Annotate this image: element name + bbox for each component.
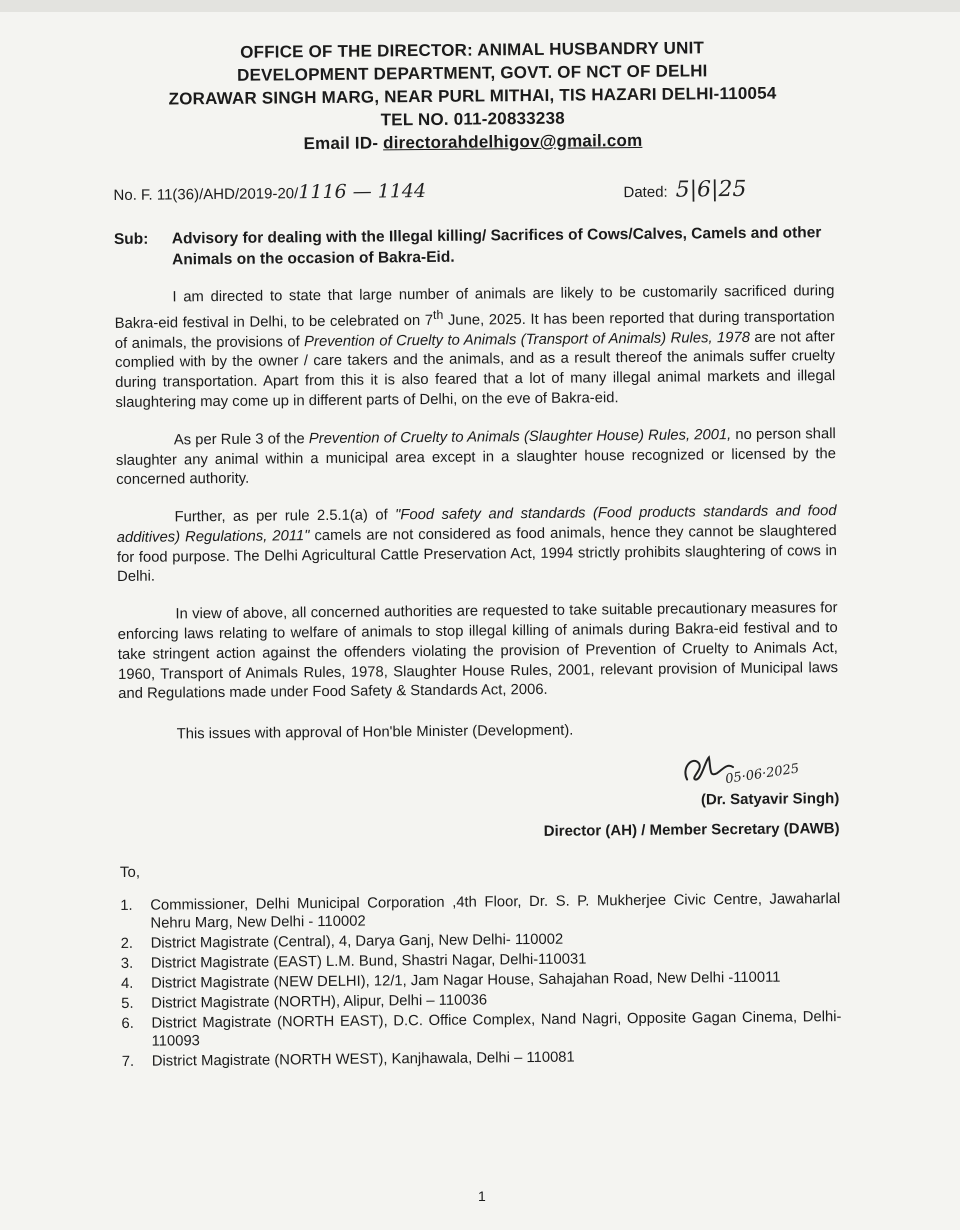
subject-line [114, 222, 834, 271]
scan-top-edge [0, 0, 960, 12]
list-item-number: 4. [120, 976, 134, 993]
letterhead-office: OFFICE OF THE DIRECTOR: ANIMAL HUSBANDRY UNIT [240, 38, 705, 62]
paragraph-3 [116, 502, 837, 588]
p1-text-b: June, 2025. It has been reported that during transportation of animals, the provisions of [114, 308, 835, 352]
p2-text-b: no person shall slaughter any animal within a municipal area except in a slaughter house recognized or licensed by the concerned authority. [115, 425, 837, 489]
p3-italic: "Food safety and standards (Food products standards and food additives) Regulations, 2011" [116, 503, 837, 546]
signature-block [119, 744, 840, 827]
list-item-text: District Magistrate (NORTH EAST), D.C. Office Complex, Nand Nagri, Opposite Gagan Cinema, Delhi-110093 [151, 1009, 842, 1050]
list-item-number: 5. [121, 996, 134, 1013]
letterhead-phone: TEL NO. 011-20833238 [380, 108, 565, 130]
paragraph-4: In view of above, all concerned authorities are requested to take suitable precautionary measures for enforcing laws relating to welfare of animals to stop illegal killing of animals during Bakra-eid festival and to take stringent action against the offenders violating the provision of Prevention of Cruelty to Animals Act, 1960, Transport of Animals Rules, 1978, Slaughter House Rules, 2001, relevant provision of Municipal laws and Regulations made under Food Safety & Standards Act, 2006. [117, 600, 839, 703]
approval-note: This issues with approval of Hon'ble Minister (Development). [176, 722, 574, 743]
paragraph-1 [114, 282, 835, 414]
file-number-handwritten: 1116 — 1144 [298, 179, 427, 204]
file-number [113, 180, 426, 205]
email-label: Email ID- [303, 133, 379, 154]
letterhead-department: DEVELOPMENT DEPARTMENT, GOVT. OF NCT OF DELHI [236, 61, 708, 85]
signatory-designation: Director (AH) / Member Secretary (DAWB) [543, 820, 840, 841]
signature-date: 05·06·2025 [724, 761, 801, 788]
list-item-text: Commissioner, Delhi Municipal Corporation ,4th Floor, Dr. S. P. Mukherjee Civic Centre, Jawaharlal Nehru Marg, New Delhi - 110002 [150, 891, 841, 932]
p1-text-a: I am directed to state that large number of animals are likely to be customarily sacrificed during Bakra-eid festival in Delhi, to be celebrated on 7 [114, 283, 835, 332]
dated [623, 177, 746, 203]
list-item-text: District Magistrate (NORTH), Alipur, Delhi – 110036 [151, 992, 488, 1012]
list-item-text: District Magistrate (Central), 4, Darya Ganj, New Delhi- 110002 [150, 931, 564, 952]
p1-text-c: are not after complied with by the owner / care takers and the animals, and as a result thereof the animals suffer cruelty during transportation. Apart from this it is also feared that a lot of many illegal animal markets and illegal slaughtering may come up in different parts of Delhi, on the eve of Bakra-eid. [115, 328, 836, 411]
p2-italic: Prevention of Cruelty to Animals (Slaughter House) Rules, 2001, [308, 426, 732, 447]
reference-line [113, 166, 833, 207]
list-item-number: 1. [120, 898, 133, 915]
to-label: To, [119, 864, 141, 882]
list-item-number: 2. [120, 936, 134, 953]
p3-text-a: Further, as per rule 2.5.1(a) of [174, 507, 396, 526]
email-link[interactable]: directorahdelhigov@gmail.com [382, 130, 643, 153]
page-number: 1 [478, 1188, 486, 1204]
list-item [121, 1008, 841, 1051]
p3-text-b: camels are not considered as food animals, hence they cannot be slaughtered for food purpose. The Delhi Agricultural Cattle Preservation Act, 1994 strictly prohibits slaughtering of cows in Delhi. [116, 522, 837, 586]
letterhead [112, 35, 833, 157]
letter-page [112, 35, 842, 1073]
p1-superscript: th [432, 307, 444, 322]
list-item-number: 3. [120, 956, 134, 973]
letterhead-address: ZORAWAR SINGH MARG, NEAR PURL MITHAI, TIS HAZARI DELHI-110054 [168, 83, 777, 109]
list-item-number: 6. [121, 1016, 134, 1033]
list-item-number: 7. [121, 1054, 135, 1071]
paragraph-2 [116, 425, 837, 491]
recipient-list [120, 890, 842, 1071]
subject-label: Sub: [113, 230, 149, 248]
dated-label: Dated: [623, 183, 668, 202]
list-item-text: District Magistrate (EAST) L.M. Bund, Shastri Nagar, Delhi-110031 [150, 951, 587, 972]
list-item [120, 890, 840, 933]
subject-text: Advisory for dealing with the Illegal killing/ Sacrifices of Cows/Calves, Camels and other Animals on the occasion of Bakra-Eid. [171, 224, 822, 269]
signatory-name: (Dr. Satyavir Singh) [700, 790, 840, 809]
p1-italic: Prevention of Cruelty to Animals (Transport of Animals) Rules, 1978 [304, 329, 750, 350]
list-item-text: District Magistrate (NEW DELHI), 12/1, Jam Nagar House, Sahajahan Road, New Delhi -110011 [150, 969, 781, 992]
file-number-printed: No. F. 11(36)/AHD/2019-20/ [113, 185, 299, 204]
dated-handwritten: 5|6|25 [675, 176, 747, 203]
p2-text-a: As per Rule 3 of the [173, 430, 309, 449]
list-item-text: District Magistrate (NORTH WEST), Kanjhawala, Delhi – 110081 [151, 1049, 575, 1070]
